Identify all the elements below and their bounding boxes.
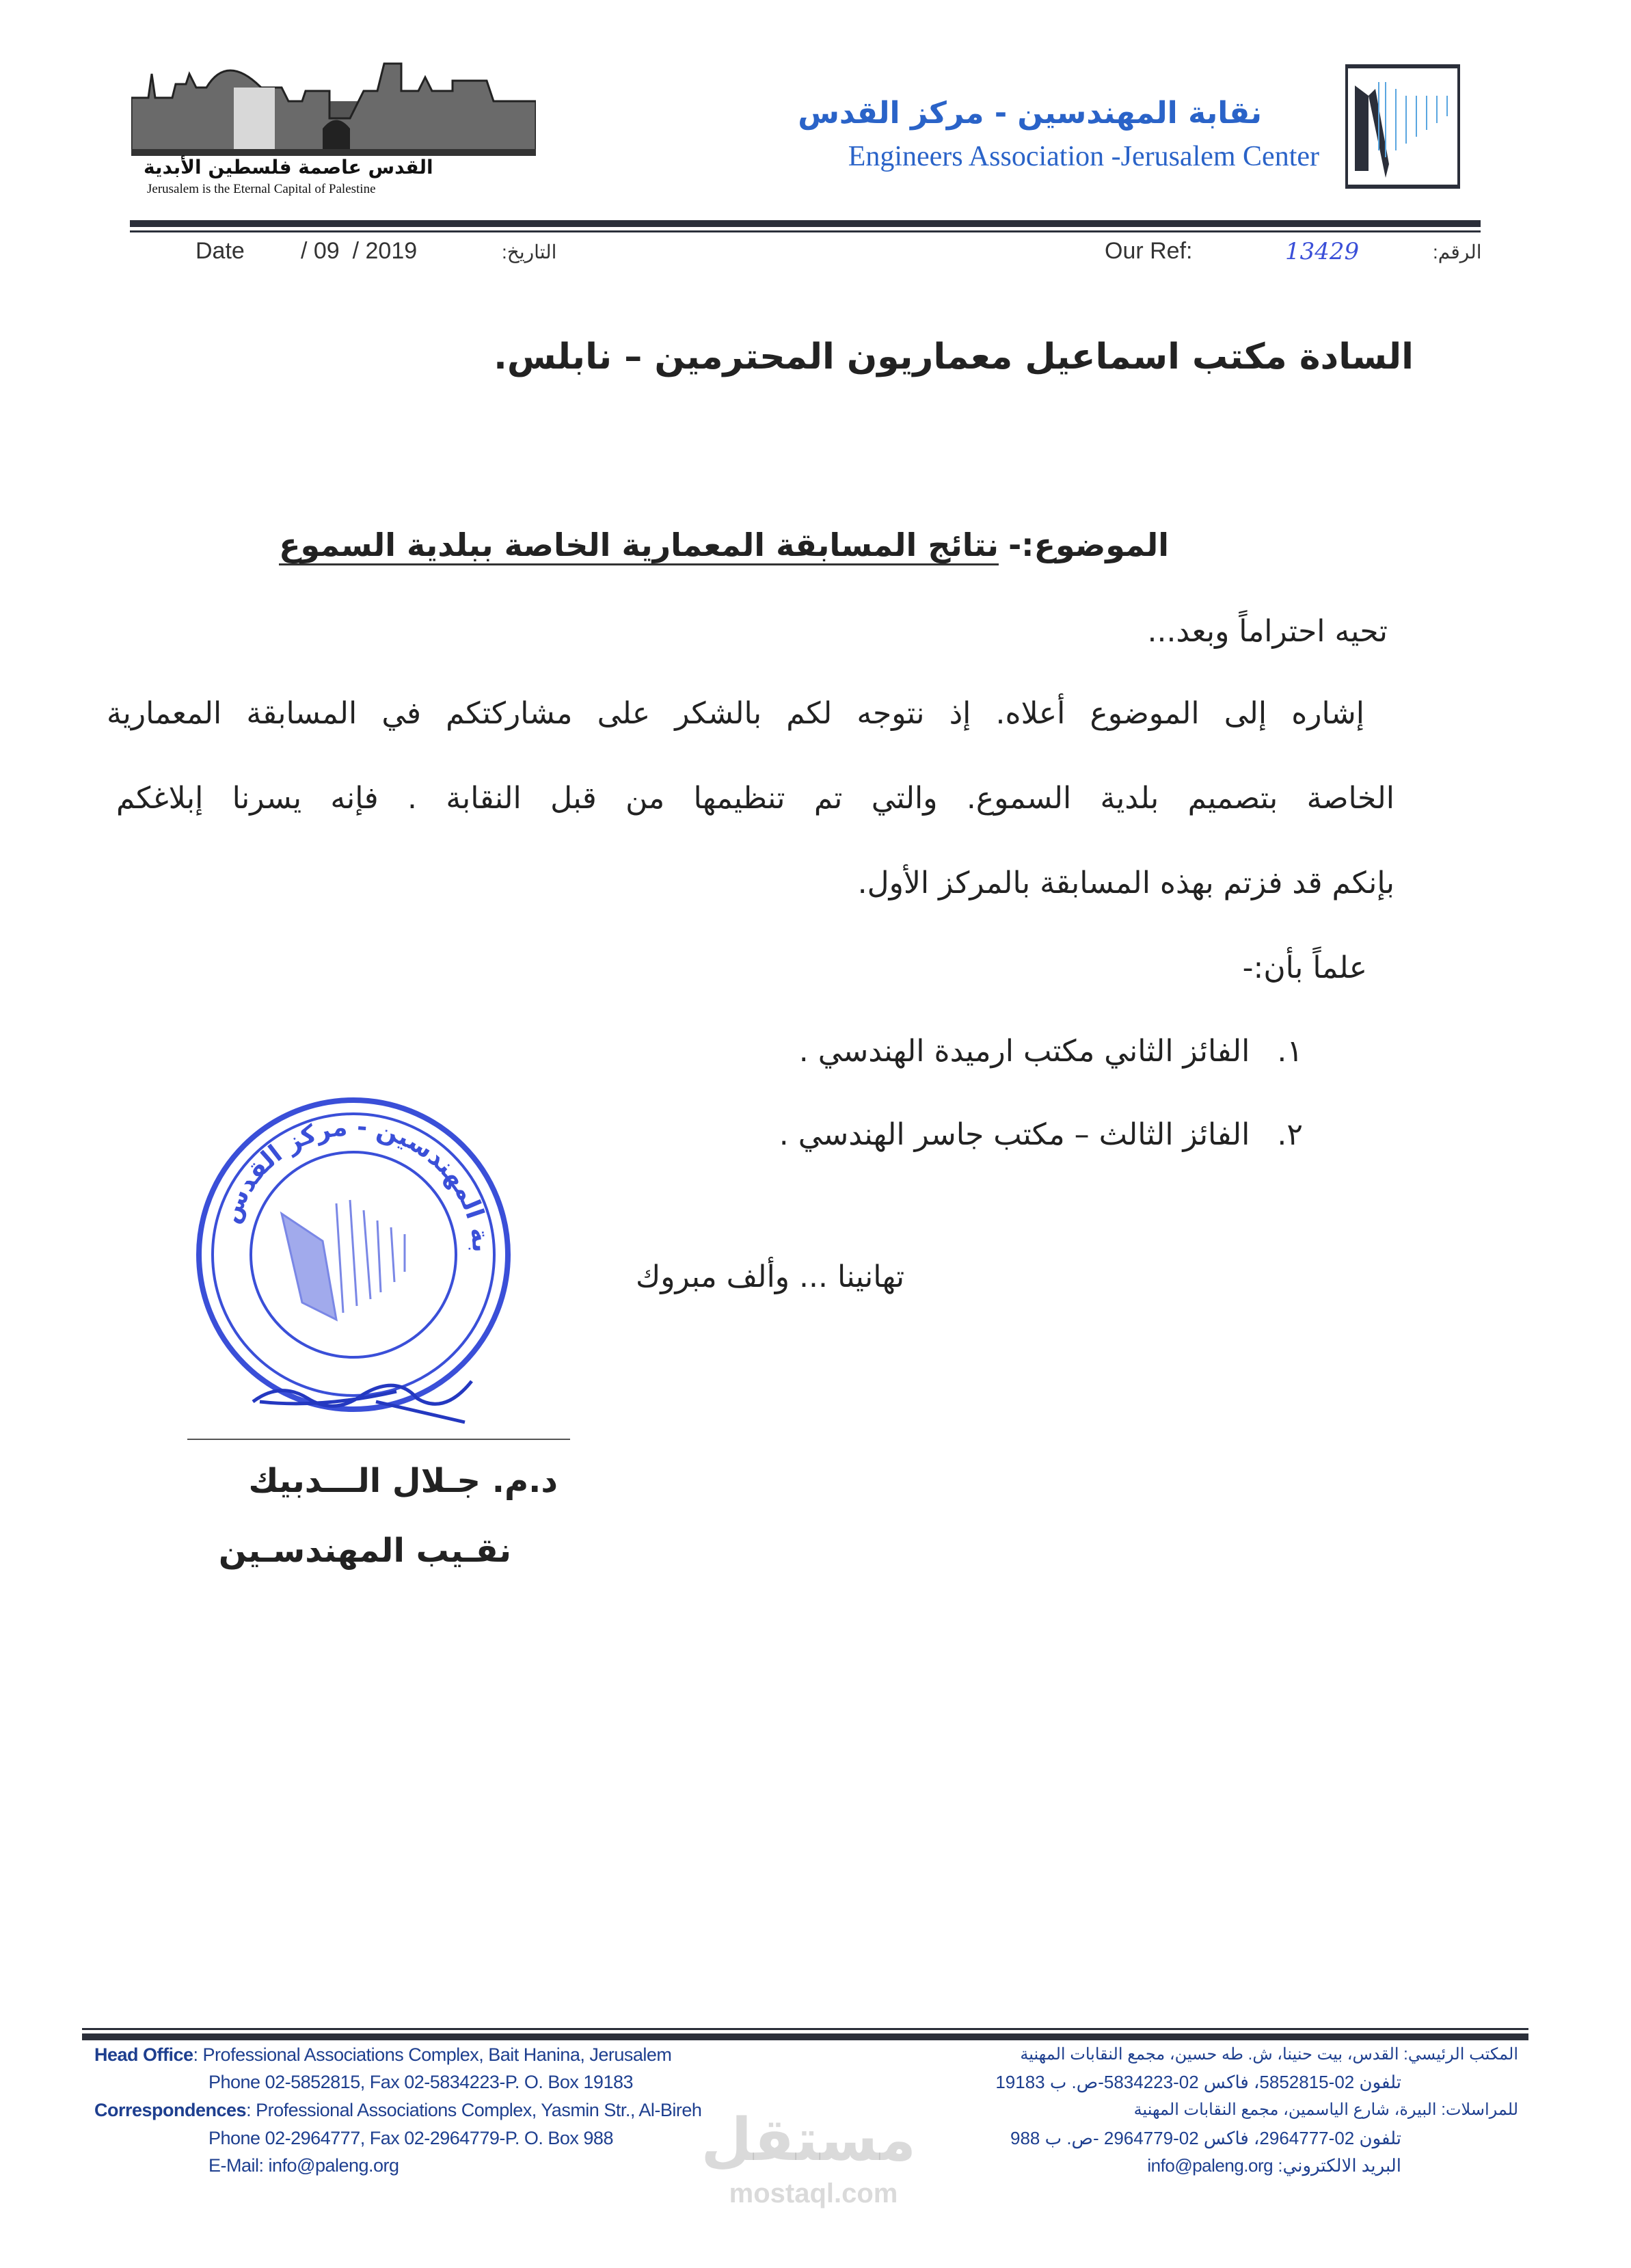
paragraph-line-2: الخاصة بتصميم بلدية السموع. والتي تم تنظيمها من قبل النقابة . فإنه يسرنا إبلاغكم <box>116 781 1394 816</box>
watermark-url: mostaql.com <box>729 2178 898 2209</box>
closing: تهانينا ... وألف مبروك <box>636 1259 905 1294</box>
svg-text:نقابة المهندسين - مركز القدس <box>193 1094 495 1253</box>
correspondences-address: : Professional Associations Complex, Yasmin Str., Al-Bireh <box>246 2100 702 2120</box>
footer-correspondences <box>94 2100 701 2121</box>
slogan-arabic: القدس عاصمة فلسطين الأبدية <box>144 156 433 178</box>
footer-head-office <box>94 2044 671 2066</box>
footer-email[interactable]: E-Mail: info@paleng.org <box>208 2155 399 2176</box>
ref-number-handwritten: 13429 <box>1285 238 1360 265</box>
footer-ar-head-phone: تلفون 02-5852815، فاكس 02-5834223-ص. ب 19183 <box>995 2072 1401 2092</box>
date-label: Date <box>196 238 245 264</box>
org-name-arabic: نقابة المهندسين - مركز القدس <box>798 96 1262 131</box>
ref-label-arabic: الرقم: <box>1433 241 1482 263</box>
signature <box>239 1361 499 1436</box>
footer-head-phone: Phone 02-5852815, Fax 02-5834223-P. O. Box 19183 <box>208 2072 633 2092</box>
subject-label: الموضوع:- <box>1008 526 1169 563</box>
ref-label: Our Ref: <box>1105 238 1193 264</box>
footer-rule-thin <box>82 2028 1528 2030</box>
paragraph-line-3: بإنكم قد فزتم بهذه المسابقة بالمركز الأول. <box>857 866 1394 900</box>
note-label: علماً بأن:- <box>1242 950 1367 985</box>
paragraph-line-1: إشاره إلى الموضوع أعلاه. إذ نتوجه لكم بالشكر على مشاركتكم في المسابقة المعمارية <box>107 696 1364 731</box>
winner-text: الفائز الثاني مكتب ارميدة الهندسي . <box>798 1034 1250 1069</box>
recipient: السادة مكتب اسماعيل معماريون المحترمين – نابلس. <box>494 336 1414 377</box>
stamp-text: بة المهندسين - مركز القدس <box>216 1112 496 1253</box>
correspondences-label: Correspondences <box>94 2100 247 2120</box>
footer-ar-corr-phone: تلفون 02-2964777، فاكس 02-2964779 -ص. ب 988 <box>1010 2128 1401 2148</box>
signatory-title: نقـيب المهندسـين <box>218 1532 511 1570</box>
head-office-address: : Professional Associations Complex, Bait Hanina, Jerusalem <box>193 2044 672 2065</box>
engineers-association-logo <box>1345 64 1460 189</box>
head-office-label: Head Office <box>94 2044 193 2065</box>
header-rule-thick <box>130 220 1481 227</box>
header-rule-thin <box>130 230 1481 232</box>
footer-ar-email: البريد الالكتروني: info@paleng.org <box>1147 2155 1401 2176</box>
signatory-name: د.م. جـلال الـــدبيك <box>248 1462 558 1500</box>
footer-ar-correspondences: للمراسلات: البيرة، شارع الياسمين، مجمع النقابات المهنية <box>1133 2100 1518 2119</box>
watermark-logo-arabic: مستقل <box>701 2106 916 2174</box>
date-label-arabic: التاريخ: <box>502 241 557 263</box>
jerusalem-skyline-logo <box>131 60 536 156</box>
signature-line <box>187 1439 570 1440</box>
winner-number: ١. <box>1277 1034 1303 1069</box>
footer-rule-thick <box>82 2033 1528 2040</box>
subject-line <box>279 526 1169 565</box>
greeting: تحيه احتراماً وبعد... <box>1147 614 1388 649</box>
footer-corr-phone: Phone 02-2964777, Fax 02-2964779-P. O. Box 988 <box>208 2128 613 2148</box>
winner-text: الفائز الثالث – مكتب جاسر الهندسي . <box>779 1117 1250 1152</box>
footer-ar-head-office: المكتب الرئيسي: القدس، بيت حنينا، ش. طه حسين، مجمع النقابات المهنية <box>1020 2045 1518 2064</box>
winner-number: ٢. <box>1277 1117 1303 1152</box>
winner-item-2nd <box>799 1034 1303 1069</box>
winner-item-3rd <box>779 1117 1303 1152</box>
date-value: / 09 / 2019 <box>301 238 418 264</box>
slogan-english: Jerusalem is the Eternal Capital of Palestine <box>147 182 376 196</box>
subject-text: نتائج المسابقة المعمارية الخاصة ببلدية السموع <box>279 526 999 565</box>
org-name-english: Engineers Association -Jerusalem Center <box>848 141 1319 172</box>
